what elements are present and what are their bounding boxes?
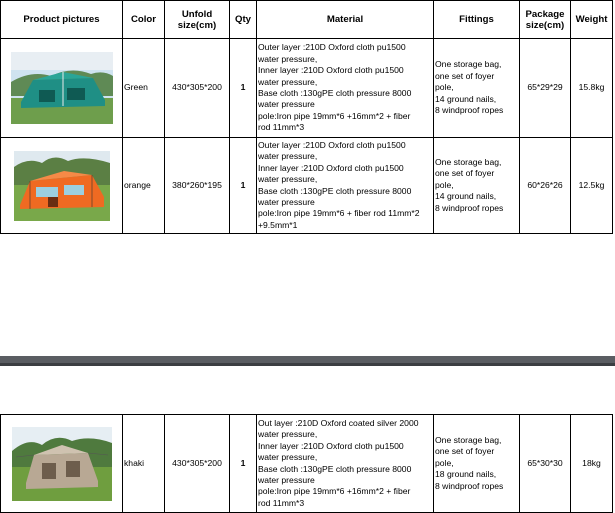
green-tent-photo — [11, 52, 113, 124]
material-line: rod 11mm*3 — [258, 122, 305, 133]
material-line: water pressure — [258, 196, 315, 207]
spec-table-top — [0, 0, 613, 234]
fittings-line: 18 ground nails, — [435, 469, 497, 480]
material-line: rod 11mm*3 — [258, 497, 305, 508]
table-row — [1, 415, 613, 513]
header-package: Package size(cm) — [520, 1, 571, 39]
material-line: Outer layer :210D Oxford cloth pu1500 — [258, 139, 406, 150]
row-color: Green — [123, 39, 165, 138]
row-package: 65*30*30 — [520, 415, 571, 513]
material-line: +9.5mm*1 — [258, 219, 298, 230]
material-line: Base cloth :130gPE cloth pressure 8000 — [258, 88, 412, 98]
row-fittings — [434, 415, 520, 513]
header-weight: Weight — [571, 1, 613, 39]
page-separator — [0, 356, 615, 366]
row-qty: 1 — [230, 138, 257, 234]
khaki-tent-photo — [12, 427, 112, 501]
row-package: 60*26*26 — [520, 138, 571, 234]
header-qty: Qty — [230, 1, 257, 39]
orange-tent-photo — [14, 151, 110, 221]
material-line: pole:Iron pipe 19mm*6 + fiber rod 11mm*2 — [258, 208, 420, 219]
header-fittings: Fittings — [434, 1, 520, 39]
fittings-line: one set of foyer — [435, 168, 495, 179]
row-package: 65*29*29 — [520, 39, 571, 138]
fittings-line: pole, — [435, 179, 454, 190]
table-row — [1, 138, 613, 234]
row-unfold: 380*260*195 — [165, 138, 230, 234]
fittings-line: 8 windproof ropes — [435, 480, 504, 491]
material-line: water pressure, — [258, 151, 318, 162]
material-line: Base cloth :130gPE cloth pressure 8000 — [258, 185, 412, 196]
header-row — [1, 1, 613, 39]
material-line: water pressure — [258, 474, 315, 485]
header-pictures: Product pictures — [1, 1, 123, 39]
header-material: Material — [257, 1, 434, 39]
material-line: water pressure — [258, 99, 315, 110]
row-color: khaki — [123, 415, 165, 513]
row-color: orange — [123, 138, 165, 234]
row-unfold: 430*305*200 — [165, 39, 230, 138]
tent-body — [26, 453, 98, 489]
row-material — [257, 415, 434, 513]
row-weight: 12.5kg — [571, 138, 613, 234]
material-line: water pressure, — [258, 429, 318, 440]
material-line: pole:Iron pipe 19mm*6 +16mm*2 + fiber — [258, 486, 411, 497]
row-weight: 15.8kg — [571, 39, 613, 138]
fittings-line: one set of foyer — [435, 70, 495, 81]
material-line: Inner layer :210D Oxford cloth pu1500 — [258, 65, 404, 76]
product-picture-cell — [1, 415, 123, 513]
row-material — [257, 138, 434, 234]
material-line: Inner layer :210D Oxford cloth pu1500 — [258, 162, 404, 173]
fittings-line: One storage bag, — [435, 434, 502, 445]
material-line: water pressure, — [258, 53, 318, 64]
material-line: Inner layer :210D Oxford cloth pu1500 — [258, 440, 404, 451]
row-qty: 1 — [230, 39, 257, 138]
material-line: Out layer :210D Oxford coated silver 2000 — [258, 417, 419, 428]
material-line: water pressure, — [258, 174, 318, 185]
header-unfold: Unfold size(cm) — [165, 1, 230, 39]
header-color: Color — [123, 1, 165, 39]
row-material — [257, 39, 434, 138]
row-qty: 1 — [230, 415, 257, 513]
material-line: Base cloth :130gPE cloth pressure 8000 — [258, 463, 412, 474]
row-fittings — [434, 138, 520, 234]
row-weight: 18kg — [571, 415, 613, 513]
row-unfold: 430*305*200 — [165, 415, 230, 513]
fittings-line: 8 windproof ropes — [435, 105, 504, 116]
spec-table-bottom — [0, 414, 613, 513]
fittings-line: One storage bag, — [435, 156, 502, 167]
fittings-line: pole, — [435, 457, 454, 468]
table-row — [1, 39, 613, 138]
row-fittings — [434, 39, 520, 138]
fittings-line: 8 windproof ropes — [435, 202, 504, 213]
product-picture-cell — [1, 138, 123, 234]
fittings-line: one set of foyer — [435, 446, 495, 457]
material-line: pole:Iron pipe 19mm*6 +16mm*2 + fiber — [258, 110, 411, 121]
fittings-line: pole, — [435, 82, 454, 93]
fittings-line: 14 ground nails, — [435, 93, 497, 104]
material-line: water pressure, — [258, 76, 318, 87]
material-line: water pressure, — [258, 452, 318, 463]
material-line: Outer layer :210D Oxford cloth pu1500 — [258, 42, 406, 53]
fittings-line: 14 ground nails, — [435, 191, 497, 202]
product-picture-cell — [1, 39, 123, 138]
fittings-line: One storage bag, — [435, 59, 502, 70]
